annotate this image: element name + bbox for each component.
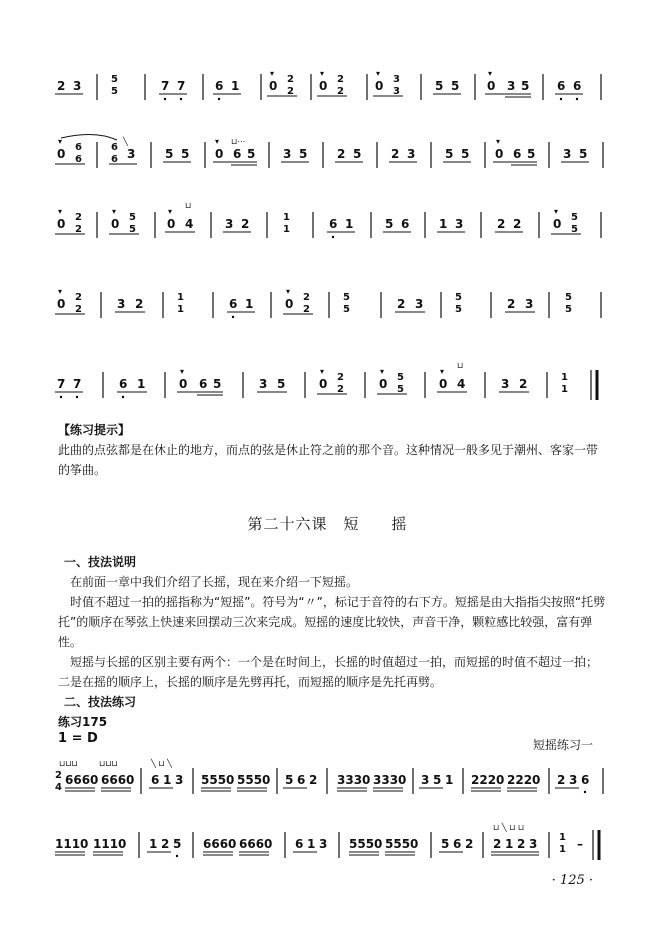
svg-text:5: 5 [455,304,462,315]
svg-text:1: 1 [559,844,566,855]
svg-text:6: 6 [151,773,160,787]
svg-text:6: 6 [329,217,338,231]
svg-text:6: 6 [573,79,582,93]
svg-text:5: 5 [397,372,404,383]
svg-text:0: 0 [319,377,328,391]
svg-text:0: 0 [57,217,66,231]
svg-text:╲: ╲ [123,137,128,146]
svg-text:4: 4 [185,217,194,231]
svg-text:2: 2 [465,837,474,851]
svg-text:3330: 3330 [337,773,371,787]
svg-text:0: 0 [111,217,120,231]
svg-text:5: 5 [441,837,450,851]
svg-text:3: 3 [319,837,328,851]
svg-text:4: 4 [55,782,62,793]
svg-text:6: 6 [215,79,224,93]
svg-text:5: 5 [579,147,588,161]
svg-text:2: 2 [513,217,522,231]
svg-text:0: 0 [57,297,66,311]
svg-text:▾: ▾ [58,287,63,296]
svg-text:5: 5 [353,147,362,161]
svg-text:0: 0 [379,377,388,391]
score-row-1-notation [55,62,610,122]
svg-text:2: 2 [493,837,502,851]
svg-text:2: 2 [337,86,344,97]
svg-text:⊔⊔⊔: ⊔⊔⊔ [99,759,118,768]
svg-text:2: 2 [397,297,406,311]
svg-text:3: 3 [175,773,184,787]
svg-text:4: 4 [457,377,466,391]
svg-text:5: 5 [571,212,578,223]
svg-text:0: 0 [375,79,384,93]
svg-text:5: 5 [285,773,294,787]
exercise-row-2 [55,820,610,880]
score-row-4 [55,280,610,340]
svg-text:2220: 2220 [507,773,541,787]
svg-text:0: 0 [57,147,66,161]
svg-text:5: 5 [385,217,394,231]
svg-text:5550: 5550 [237,773,271,787]
note-group: 2 [57,79,66,93]
svg-text:6: 6 [557,79,566,93]
svg-text:6: 6 [453,837,462,851]
svg-text:7: 7 [161,79,170,93]
svg-text:6: 6 [111,154,118,165]
score-row-2-notation [55,130,610,190]
svg-text:2: 2 [337,147,346,161]
score-row-4-notation [55,280,610,340]
exercise-title: 短摇练习一 [532,738,593,752]
section1-paragraph-2: 时值不超过一拍的摇指称为“短摇”。符号为“〃”，标记于音符的右下方。短摇是由大指指尖按照“托劈托”的顺序在琴弦上快速来回摆动三次来完成。短摇的速度比较快，声音干净，颗粒感比较强，富有弹性。 [58,595,606,649]
svg-text:3: 3 [393,74,400,85]
svg-text:5: 5 [445,147,454,161]
svg-text:⊔: ⊔ [185,201,192,210]
practice-tip-body: 此曲的点弦都是在休止的地方，而点的弦是休止符之前的那个音。这种情况一般多见于潮州、客家一带的筝曲。 [58,443,599,477]
svg-text:2: 2 [303,304,310,315]
svg-text:6: 6 [75,142,82,153]
svg-text:⊔: ⊔ [457,361,464,370]
svg-text:6660: 6660 [65,773,99,787]
svg-text:2: 2 [517,837,526,851]
svg-text:5: 5 [343,292,350,303]
svg-text:5550: 5550 [349,837,383,851]
svg-text:1: 1 [505,837,514,851]
svg-text:1: 1 [307,837,316,851]
svg-text:0: 0 [319,79,328,93]
svg-text:3: 3 [563,147,572,161]
svg-text:2: 2 [55,770,62,781]
svg-text:5: 5 [181,147,190,161]
svg-text:5: 5 [397,384,404,395]
svg-text:▾: ▾ [320,69,325,78]
svg-text:2: 2 [337,74,344,85]
svg-text:1: 1 [561,372,568,383]
svg-text:1: 1 [137,377,146,391]
exercise-row-2-notation [55,820,610,870]
svg-text:3: 3 [127,147,136,161]
svg-text:5: 5 [527,147,536,161]
score-row-3 [55,200,610,260]
page-number: · 125 · [551,873,593,888]
svg-text:3: 3 [455,217,464,231]
svg-text:1: 1 [283,224,290,235]
svg-text:0: 0 [487,79,496,93]
svg-text:–: – [577,837,583,851]
svg-text:2: 2 [557,773,566,787]
section1-heading: 一、技法说明 [64,555,137,569]
svg-text:5: 5 [451,79,460,93]
practice-tip-title: 【练习提示】 [58,423,131,437]
svg-text:5: 5 [435,79,444,93]
svg-text:0: 0 [167,217,176,231]
svg-text:▾: ▾ [215,137,220,146]
svg-text:▾: ▾ [554,207,559,216]
svg-text:2: 2 [287,74,294,85]
svg-text:2: 2 [309,773,318,787]
svg-text:5: 5 [277,377,286,391]
svg-text:6: 6 [199,377,208,391]
svg-text:2: 2 [337,384,344,395]
svg-text:6: 6 [111,142,118,153]
svg-text:5550: 5550 [385,837,419,851]
svg-text:5: 5 [343,304,350,315]
svg-text:2220: 2220 [471,773,505,787]
svg-text:╲ ⊔ ╲: ╲ ⊔ ╲ [151,759,172,768]
svg-text:7: 7 [57,377,66,391]
svg-text:▾: ▾ [58,137,63,146]
key-signature: 1 = D [58,731,98,746]
svg-text:▾: ▾ [180,367,185,376]
svg-text:1: 1 [149,837,158,851]
svg-text:5550: 5550 [201,773,235,787]
svg-text:3: 3 [525,297,534,311]
lesson-title: 第二十六课 短 摇 [247,515,408,533]
svg-text:▾: ▾ [380,367,385,376]
svg-text:5: 5 [461,147,470,161]
exercise-number: 练习175 [58,715,108,729]
svg-text:0: 0 [439,377,448,391]
svg-text:0: 0 [179,377,188,391]
svg-text:2: 2 [391,147,400,161]
svg-text:3: 3 [259,377,268,391]
svg-text:2: 2 [241,217,250,231]
score-row-2 [55,130,610,190]
section1-paragraph-3: 短摇与长摇的区别主要有两个：一个是在时间上，长摇的时值超过一拍，而短摇的时值不超过一拍；二是在摇的顺序上，长摇的顺序是先劈再托，而短摇的顺序是先托再劈。 [58,655,599,689]
svg-text:3: 3 [569,773,578,787]
svg-text:6: 6 [581,773,590,787]
svg-text:3: 3 [421,773,430,787]
svg-text:▾: ▾ [58,207,63,216]
svg-text:1: 1 [177,292,184,303]
svg-text:5: 5 [213,377,222,391]
practice-tip [58,420,608,480]
svg-text:2: 2 [507,297,516,311]
score-row-3-notation [55,200,610,260]
exercise-row-1 [55,756,610,816]
svg-text:3330: 3330 [373,773,407,787]
svg-text:1: 1 [163,773,172,787]
svg-text:3: 3 [501,377,510,391]
svg-text:5: 5 [433,773,442,787]
svg-text:2: 2 [75,212,82,223]
svg-text:⊔⋯: ⊔⋯ [231,137,246,146]
svg-text:1: 1 [177,304,184,315]
svg-text:6: 6 [297,773,306,787]
svg-text:6: 6 [119,377,128,391]
svg-text:5: 5 [299,147,308,161]
svg-text:2: 2 [497,217,506,231]
svg-text:2: 2 [75,292,82,303]
svg-text:0: 0 [269,79,278,93]
score-row-5 [55,360,610,420]
svg-text:2: 2 [287,86,294,97]
svg-text:5: 5 [129,212,136,223]
svg-text:6: 6 [513,147,522,161]
svg-text:6660: 6660 [101,773,135,787]
section2-heading: 二、技法练习 [64,695,137,709]
svg-text:6660: 6660 [203,837,237,851]
svg-text:1: 1 [445,773,454,787]
svg-text:5: 5 [165,147,174,161]
svg-text:0: 0 [553,217,562,231]
svg-text:5: 5 [521,79,530,93]
svg-text:▾: ▾ [376,69,381,78]
svg-text:▾: ▾ [496,137,501,146]
note-group: 3 [73,79,82,93]
svg-text:7: 7 [73,377,82,391]
svg-text:1110: 1110 [93,837,127,851]
svg-text:6660: 6660 [239,837,273,851]
svg-text:1: 1 [559,832,566,843]
svg-text:3: 3 [225,217,234,231]
svg-text:3: 3 [117,297,126,311]
svg-text:2: 2 [303,292,310,303]
svg-text:5: 5 [111,86,118,97]
svg-text:3: 3 [407,147,416,161]
svg-text:5: 5 [565,304,572,315]
svg-text:6: 6 [233,147,242,161]
exercise-row-1-notation [55,756,610,806]
svg-text:▾: ▾ [270,69,275,78]
svg-text:2: 2 [337,372,344,383]
svg-text:▾: ▾ [286,287,291,296]
svg-text:2: 2 [75,304,82,315]
svg-text:1: 1 [561,384,568,395]
svg-text:7: 7 [177,79,186,93]
svg-text:1: 1 [245,297,254,311]
svg-text:▾: ▾ [488,69,493,78]
svg-text:0: 0 [215,147,224,161]
svg-text:2: 2 [75,224,82,235]
svg-text:5: 5 [129,224,136,235]
svg-text:5: 5 [247,147,256,161]
svg-text:2: 2 [135,297,144,311]
svg-text:0: 0 [285,297,294,311]
svg-text:5: 5 [111,74,118,85]
svg-text:3: 3 [529,837,538,851]
svg-text:6: 6 [401,217,410,231]
section1-paragraph-1: 在前面一章中我们介绍了长摇，现在来介绍一下短摇。 [70,575,359,589]
svg-text:3: 3 [507,79,516,93]
svg-text:3: 3 [415,297,424,311]
svg-text:6: 6 [295,837,304,851]
svg-text:3: 3 [393,86,400,97]
svg-text:6: 6 [75,154,82,165]
svg-text:2: 2 [161,837,170,851]
svg-text:0: 0 [495,147,504,161]
svg-text:1: 1 [439,217,448,231]
svg-text:▾: ▾ [320,367,325,376]
svg-text:1: 1 [345,217,354,231]
svg-text:1110: 1110 [55,837,89,851]
svg-text:5: 5 [565,292,572,303]
svg-text:5: 5 [173,837,182,851]
svg-text:⊔ ╲ ⊔ ⊔: ⊔ ╲ ⊔ ⊔ [493,823,525,832]
svg-text:▾: ▾ [112,207,117,216]
svg-text:1: 1 [231,79,240,93]
svg-text:2: 2 [519,377,528,391]
svg-text:5: 5 [455,292,462,303]
svg-text:5: 5 [571,224,578,235]
svg-text:⊔⊔⊔: ⊔⊔⊔ [59,759,78,768]
technique-explanation [58,552,608,732]
svg-text:3: 3 [283,147,292,161]
score-row-5-notation [55,360,610,420]
svg-text:▾: ▾ [168,207,173,216]
svg-text:▾: ▾ [440,367,445,376]
svg-text:1: 1 [283,212,290,223]
score-row-1 [55,62,610,122]
svg-text:6: 6 [229,297,238,311]
